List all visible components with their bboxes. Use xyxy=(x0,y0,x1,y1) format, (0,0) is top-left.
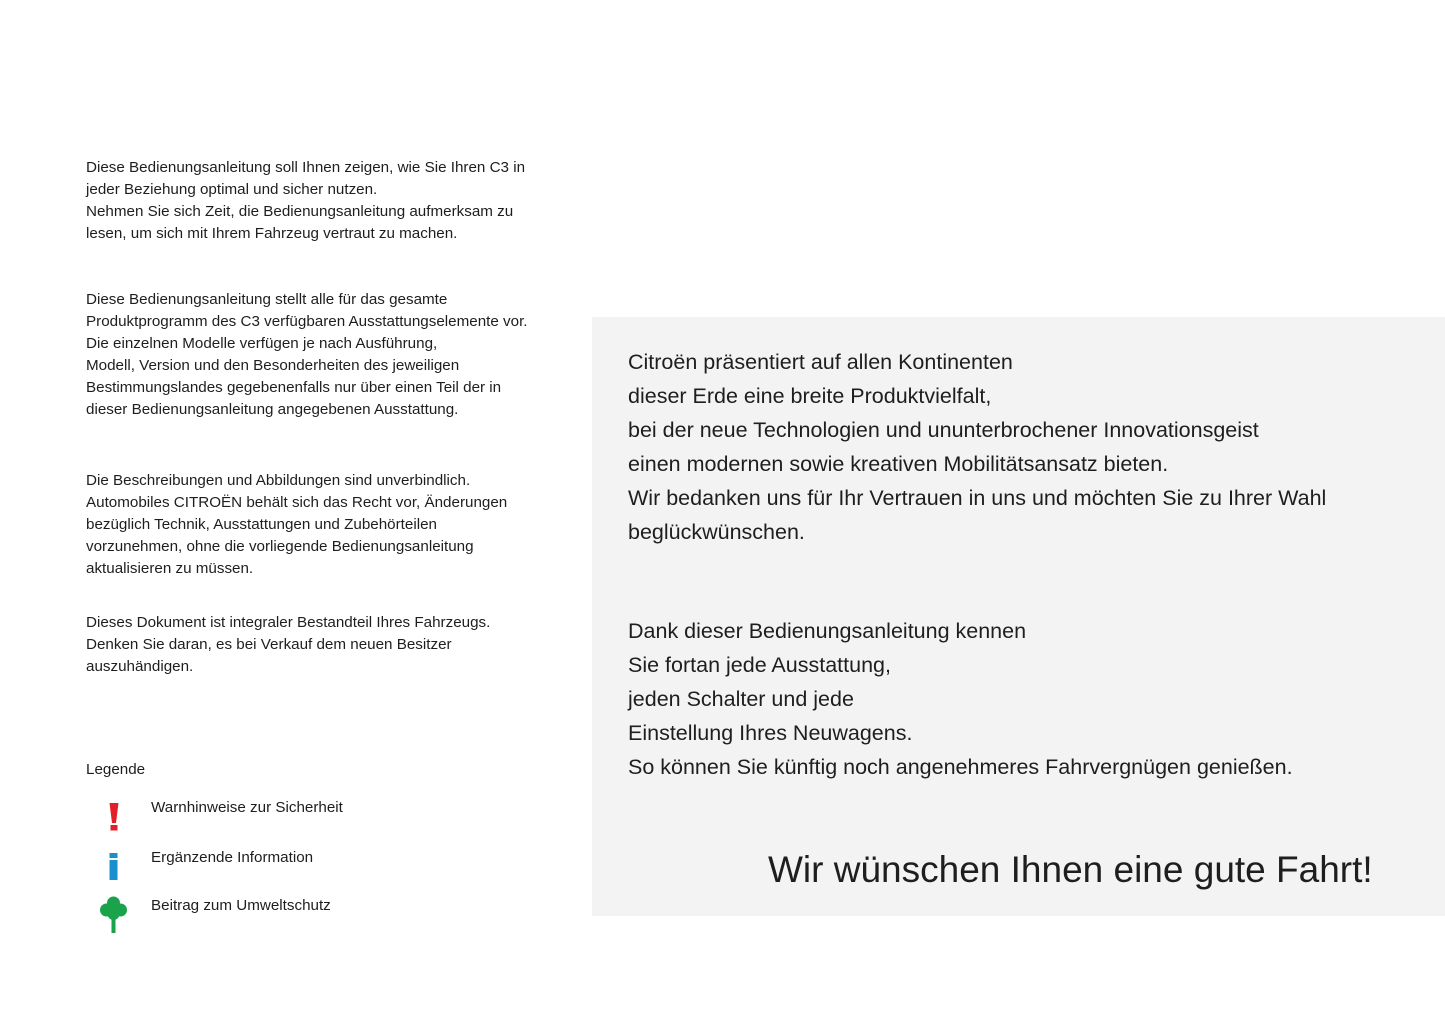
legend-label-info: Ergänzende Information xyxy=(151,849,314,866)
equipment-paragraph: Diese Bedienungsanleitung stellt alle für das gesamte Produktprogramm des C3 verfügbaren Ausstattungselemente vor. Die einzelnen Modelle verfügen je nach Ausführung, Modell, Version und den Besonderheiten des jeweiligen Bestimmungslandes gegebenenfalls nur über einen Teil der in dieser Bedienungsanleitung angegebenen Ausstattung. xyxy=(86,291,528,418)
intro-paragraph: Diese Bedienungsanleitung soll Ihnen zeigen, wie Sie Ihren C3 in jeder Beziehung optimal und sicher nutzen. Nehmen Sie sich Zeit, die Bedienungsanleitung aufmerksam zu lesen, um sich mit Ihrem Fahrzeug vertraut zu machen. xyxy=(86,159,526,242)
legend-item-warning xyxy=(86,797,486,837)
document-paragraph: Dieses Dokument ist integraler Bestandteil Ihres Fahrzeugs. Denken Sie daran, es bei Verkauf dem neuen Besitzer auszuhändigen. xyxy=(86,614,491,675)
legend-item-info xyxy=(86,847,486,887)
legend-item-environment xyxy=(86,895,486,935)
warning-exclamation-icon xyxy=(94,797,128,837)
info-icon xyxy=(94,847,128,887)
welcome-panel xyxy=(592,317,1445,916)
legend-title: Legende xyxy=(86,761,146,778)
legend-label-environment: Beitrag zum Umweltschutz xyxy=(151,897,331,914)
clover-icon xyxy=(94,895,128,935)
welcome-intro-text: Citroën präsentiert auf allen Kontinenten dieser Erde eine breite Produktvielfalt, bei der neue Technologien und ununterbrochener Innovationsgeist einen modernen sowie kreativen Mobilitätsansatz bieten. Wir bedanken uns für Ihr Vertrauen in uns und möchten Sie zu Ihrer Wahl beglückwünschen. xyxy=(628,350,1327,544)
closing-greeting: Wir wünschen Ihnen eine gute Fahrt! xyxy=(768,849,1373,890)
disclaimer-paragraph: Die Beschreibungen und Abbildungen sind unverbindlich. Automobiles CITROËN behält sich das Recht vor, Änderungen bezüglich Technik, Ausstattungen und Zubehörteilen vorzunehmen, ohne die vorliegende Bedienungsanleitung aktualisieren zu müssen. xyxy=(86,472,508,577)
legend-label-warning: Warnhinweise zur Sicherheit xyxy=(151,799,343,816)
welcome-manual-text: Dank dieser Bedienungsanleitung kennen Sie fortan jede Ausstattung, jeden Schalter und jede Einstellung Ihres Neuwagens. So können Sie künftig noch angenehmeres Fahrvergnügen genießen. xyxy=(628,619,1293,779)
